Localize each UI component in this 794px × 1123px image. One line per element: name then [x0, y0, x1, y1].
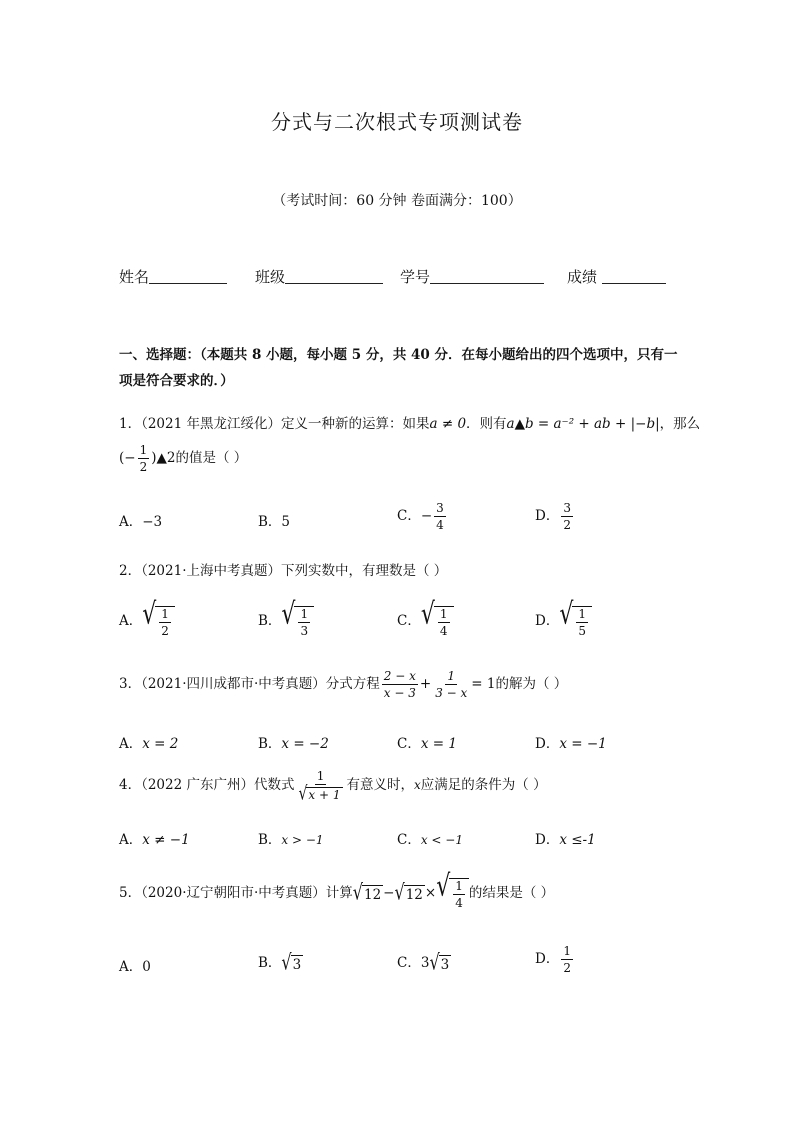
score-blank [602, 268, 666, 284]
q2-option-d: D． √ $\frac{1}{5}$ [535, 606, 592, 637]
number-field [400, 266, 544, 287]
question-3: 3．（2021·四川成都市·中考真题）分式方程 $\frac{2 - x}{x - 3}$ + $\frac{1}{3 - x}$ = 1的解为（ ） [119, 669, 568, 700]
class-blank [285, 268, 383, 284]
question-4: 4．（2022 广东广州）代数式 1 √ x + 1 有意义时，x应满足的条件为（ ） [119, 769, 547, 805]
question-5: 5．（2020·辽宁朝阳市·中考真题）计算 √ 12 − √ 12 × √ $\frac{1}{4}$ 的结果是（ ） [119, 869, 555, 910]
q1-condition: a ≠ 0 [429, 416, 467, 432]
q1-option-d: D． $\frac{3}{2}$ [535, 501, 571, 532]
q3-option-b: B．x = −2 [258, 736, 329, 752]
q4-option-b: B．x > −1 [258, 832, 324, 848]
class-field [255, 266, 383, 287]
name-label: 姓名 [119, 268, 150, 286]
q5-option-c: C．3 √ 3 [397, 948, 450, 975]
q4-option-d: D．x ≤-1 [535, 832, 596, 848]
question-1-line-2: (− $\frac{1}{2}$ )▲2的值是（ ） [119, 443, 248, 474]
q3-option-c: C．x = 1 [397, 736, 457, 752]
name-blank [149, 268, 227, 284]
question-1-line-1: 1．（2021 年黑龙江绥化）定义一种新的运算：如果a ≠ 0．则有a▲b = a⁻² + ab + |−b|，那么 [119, 416, 701, 432]
q5-option-a: A．0 [119, 959, 151, 975]
q2-option-b: B． √ $\frac{1}{3}$ [258, 606, 314, 637]
q3-option-d: D．x = −1 [535, 736, 607, 752]
q5-option-d: D． $\frac{1}{2}$ [535, 944, 571, 975]
section-heading: 一、选择题：（本题共 8 小题，每小题 5 分，共 40 分．在每小题给出的四个选项中，只有一项是符合要求的．） [119, 347, 678, 389]
class-label: 班级 [255, 268, 286, 286]
number-blank [430, 268, 544, 284]
q4-option-a: A．x ≠ −1 [119, 832, 190, 848]
exam-info-subtitle: （考试时间：60 分钟 卷面满分：100） [272, 193, 522, 209]
page-title: 分式与二次根式专项测试卷 [271, 110, 523, 134]
q1-option-a: A．−3 [119, 514, 163, 530]
q1-formula: a▲b = a⁻² + ab + |−b| [506, 416, 660, 432]
q5-option-b: B． √ 3 [258, 948, 302, 975]
score-label: 成绩 [567, 268, 598, 286]
q2-option-a: A． √ $\frac{1}{2}$ [119, 606, 175, 637]
name-field [119, 266, 227, 287]
q1-half-fraction: $\frac{1}{2}$ [139, 443, 148, 474]
q1-option-b: B．5 [258, 514, 291, 530]
number-label: 学号 [400, 268, 431, 286]
score-field [567, 266, 666, 287]
q2-option-c: C． √ $\frac{1}{4}$ [397, 606, 454, 637]
q3-option-a: A．x = 2 [119, 736, 179, 752]
q4-option-c: C．x < −1 [397, 832, 463, 848]
q1-option-c: C．− $\frac{3}{4}$ [397, 501, 444, 532]
question-2: 2．（2021·上海中考真题）下列实数中，有理数是（ ） [119, 563, 448, 579]
